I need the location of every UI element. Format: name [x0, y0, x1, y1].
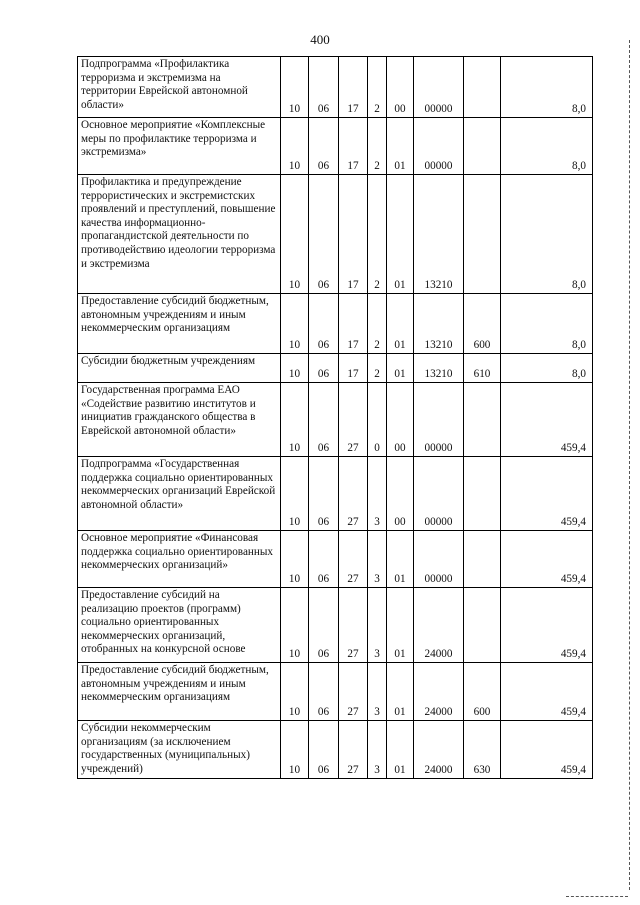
- cell-program: 17: [339, 118, 368, 175]
- cell-subprogram: 3: [368, 457, 387, 531]
- cell-program: 27: [339, 721, 368, 779]
- cell-section: 10: [281, 118, 309, 175]
- cell-expense-type: [464, 588, 501, 663]
- cell-section: 10: [281, 354, 309, 383]
- cell-subsection: 06: [309, 721, 339, 779]
- cell-subsection: 06: [309, 57, 339, 118]
- cell-amount: 459,4: [501, 721, 593, 779]
- cell-activity: 01: [387, 294, 414, 354]
- cell-subprogram: 3: [368, 531, 387, 588]
- cell-expense-type: [464, 457, 501, 531]
- scan-edge-line: [566, 896, 628, 897]
- cell-amount: 8,0: [501, 57, 593, 118]
- scan-edge-line: [629, 40, 630, 890]
- cell-activity: 01: [387, 354, 414, 383]
- cell-activity: 01: [387, 531, 414, 588]
- cell-program: 17: [339, 294, 368, 354]
- budget-table: [77, 56, 593, 779]
- cell-amount: 459,4: [501, 531, 593, 588]
- cell-expense-type: [464, 175, 501, 294]
- row-name: Профилактика и предупреждение террористических и экстремистских проявлений и преступлений, повышение качества информационно-пропагандистской деятельности по противодействию идеологии терроризма и экстремизма: [78, 175, 281, 294]
- cell-section: 10: [281, 663, 309, 721]
- cell-activity: 01: [387, 118, 414, 175]
- cell-direction: 24000: [414, 663, 464, 721]
- cell-subprogram: 2: [368, 118, 387, 175]
- cell-activity: 01: [387, 588, 414, 663]
- cell-program: 27: [339, 531, 368, 588]
- cell-expense-type: 600: [464, 294, 501, 354]
- cell-direction: 00000: [414, 383, 464, 457]
- cell-amount: 8,0: [501, 118, 593, 175]
- cell-program: 17: [339, 175, 368, 294]
- cell-expense-type: 600: [464, 663, 501, 721]
- cell-subprogram: 2: [368, 57, 387, 118]
- cell-amount: 8,0: [501, 294, 593, 354]
- cell-activity: 00: [387, 57, 414, 118]
- table-row: [78, 457, 593, 531]
- cell-direction: 00000: [414, 118, 464, 175]
- table-row: [78, 354, 593, 383]
- row-name: Подпрограмма «Профилактика терроризма и экстремизма на территории Еврейской автономной области»: [78, 57, 281, 118]
- cell-amount: 459,4: [501, 588, 593, 663]
- cell-activity: 01: [387, 721, 414, 779]
- table-row: [78, 294, 593, 354]
- cell-expense-type: [464, 57, 501, 118]
- cell-direction: 00000: [414, 457, 464, 531]
- cell-program: 27: [339, 457, 368, 531]
- cell-expense-type: [464, 383, 501, 457]
- cell-amount: 459,4: [501, 457, 593, 531]
- cell-activity: 01: [387, 175, 414, 294]
- cell-expense-type: [464, 531, 501, 588]
- cell-section: 10: [281, 457, 309, 531]
- cell-expense-type: 630: [464, 721, 501, 779]
- table-row: [78, 588, 593, 663]
- cell-activity: 00: [387, 457, 414, 531]
- cell-amount: 459,4: [501, 383, 593, 457]
- cell-subsection: 06: [309, 383, 339, 457]
- row-name: Предоставление субсидий бюджетным, автономным учреждениям и иным некоммерческим организациям: [78, 663, 281, 721]
- cell-subprogram: 0: [368, 383, 387, 457]
- cell-amount: 8,0: [501, 175, 593, 294]
- cell-direction: 13210: [414, 294, 464, 354]
- cell-program: 17: [339, 57, 368, 118]
- cell-subsection: 06: [309, 294, 339, 354]
- cell-section: 10: [281, 588, 309, 663]
- cell-subsection: 06: [309, 457, 339, 531]
- cell-subsection: 06: [309, 663, 339, 721]
- table-row: [78, 175, 593, 294]
- table-row: [78, 57, 593, 118]
- cell-section: 10: [281, 57, 309, 118]
- cell-direction: 00000: [414, 57, 464, 118]
- cell-subprogram: 3: [368, 721, 387, 779]
- cell-subsection: 06: [309, 118, 339, 175]
- cell-expense-type: [464, 118, 501, 175]
- row-name: Субсидии бюджетным учреждениям: [78, 354, 281, 383]
- cell-direction: 13210: [414, 354, 464, 383]
- cell-section: 10: [281, 721, 309, 779]
- row-name: Предоставление субсидий на реализацию проектов (программ) социально ориентированных некоммерческих организаций, отобранных на конкурсной основе: [78, 588, 281, 663]
- table-row: [78, 531, 593, 588]
- cell-subprogram: 3: [368, 663, 387, 721]
- row-name: Основное мероприятие «Финансовая поддержка социально ориентированных некоммерческих организаций»: [78, 531, 281, 588]
- table-row: [78, 721, 593, 779]
- cell-program: 27: [339, 383, 368, 457]
- cell-subsection: 06: [309, 175, 339, 294]
- cell-subprogram: 2: [368, 175, 387, 294]
- cell-program: 17: [339, 354, 368, 383]
- cell-subsection: 06: [309, 531, 339, 588]
- cell-program: 27: [339, 663, 368, 721]
- row-name: Основное мероприятие «Комплексные меры по профилактике терроризма и экстремизма»: [78, 118, 281, 175]
- cell-expense-type: 610: [464, 354, 501, 383]
- cell-activity: 00: [387, 383, 414, 457]
- table-row: [78, 383, 593, 457]
- cell-direction: 24000: [414, 588, 464, 663]
- page-number: 400: [310, 32, 330, 47]
- cell-section: 10: [281, 294, 309, 354]
- cell-program: 27: [339, 588, 368, 663]
- table-row: [78, 663, 593, 721]
- cell-direction: 24000: [414, 721, 464, 779]
- cell-direction: 00000: [414, 531, 464, 588]
- row-name: Субсидии некоммерческим организациям (за исключением государственных (муниципальных) учреждений): [78, 721, 281, 779]
- cell-subprogram: 3: [368, 588, 387, 663]
- table-row: [78, 118, 593, 175]
- cell-subsection: 06: [309, 354, 339, 383]
- cell-amount: 459,4: [501, 663, 593, 721]
- cell-section: 10: [281, 531, 309, 588]
- cell-section: 10: [281, 175, 309, 294]
- cell-direction: 13210: [414, 175, 464, 294]
- row-name: Предоставление субсидий бюджетным, автономным учреждениям и иным некоммерческим организациям: [78, 294, 281, 354]
- row-name: Подпрограмма «Государственная поддержка социально ориентированных некоммерческих организаций Еврейской автономной области»: [78, 457, 281, 531]
- cell-subprogram: 2: [368, 294, 387, 354]
- cell-activity: 01: [387, 663, 414, 721]
- cell-subprogram: 2: [368, 354, 387, 383]
- cell-section: 10: [281, 383, 309, 457]
- cell-amount: 8,0: [501, 354, 593, 383]
- row-name: Государственная программа ЕАО «Содействие развитию институтов и инициатив гражданского общества в Еврейской автономной области»: [78, 383, 281, 457]
- cell-subsection: 06: [309, 588, 339, 663]
